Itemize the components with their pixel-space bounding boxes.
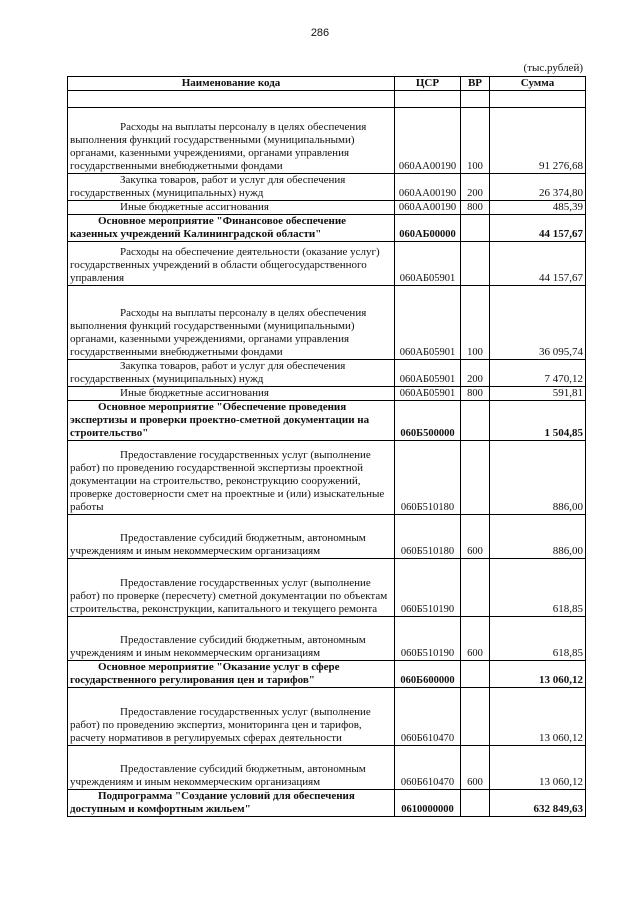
table-row bbox=[68, 401, 586, 441]
table-row bbox=[68, 617, 586, 661]
header-name: Наименование кода bbox=[68, 77, 395, 91]
row-csr: 060Б510180 bbox=[395, 515, 461, 559]
table-row bbox=[68, 559, 586, 617]
row-name: Иные бюджетные ассигнования bbox=[68, 387, 395, 401]
row-vr: 100 bbox=[461, 286, 490, 360]
header-vr: ВР bbox=[461, 77, 490, 91]
table-header-row bbox=[68, 77, 586, 91]
row-name: Расходы на обеспечение деятельности (оказание услуг) государственных учреждений в области общегосударственного управления bbox=[68, 242, 395, 286]
row-vr: 200 bbox=[461, 360, 490, 387]
row-name: Предоставление субсидий бюджетным, автономным учреждениям и иным некоммерческим организациям bbox=[68, 617, 395, 661]
row-sum: 886,00 bbox=[490, 441, 586, 515]
header-sum: Сумма bbox=[490, 77, 586, 91]
row-csr: 060Б500000 bbox=[395, 401, 461, 441]
table-row bbox=[68, 661, 586, 688]
row-csr: 060АА00190 bbox=[395, 108, 461, 174]
table-row bbox=[68, 215, 586, 242]
row-name: Основное мероприятие "Оказание услуг в сфере государственного регулирования цен и тарифов" bbox=[68, 661, 395, 688]
row-name: Иные бюджетные ассигнования bbox=[68, 201, 395, 215]
row-csr: 060АБ05901 bbox=[395, 387, 461, 401]
row-sum: 886,00 bbox=[490, 515, 586, 559]
row-csr: 060Б610470 bbox=[395, 746, 461, 790]
table-row bbox=[68, 201, 586, 215]
row-vr bbox=[461, 242, 490, 286]
table-row bbox=[68, 441, 586, 515]
row-name: Закупка товаров, работ и услуг для обеспечения государственных (муниципальных) нужд bbox=[68, 174, 395, 201]
row-sum: 91 276,68 bbox=[490, 108, 586, 174]
row-csr: 060АБ05901 bbox=[395, 242, 461, 286]
row-vr: 600 bbox=[461, 617, 490, 661]
row-name: Предоставление государственных услуг (выполнение работ) по проведению экспертиз, мониторинга цен и тарифов, расчету нормативов в регулируемых сферах деятельности bbox=[68, 688, 395, 746]
table-row bbox=[68, 360, 586, 387]
row-sum: 36 095,74 bbox=[490, 286, 586, 360]
row-name: Основное мероприятие "Обеспечение проведения экспертизы и проверки проектно-сметной документации на строительство" bbox=[68, 401, 395, 441]
row-sum: 44 157,67 bbox=[490, 242, 586, 286]
row-vr: 100 bbox=[461, 108, 490, 174]
row-csr: 0610000000 bbox=[395, 790, 461, 817]
row-vr: 800 bbox=[461, 387, 490, 401]
row-csr: 060Б510190 bbox=[395, 617, 461, 661]
table-row bbox=[68, 688, 586, 746]
row-vr: 600 bbox=[461, 746, 490, 790]
row-vr bbox=[461, 401, 490, 441]
table-row bbox=[68, 286, 586, 360]
table-row bbox=[68, 387, 586, 401]
row-name: Предоставление государственных услуг (выполнение работ) по проведению государственной экспертизы проектной документации на строительство, реконструкцию сооружений, проверке достоверности смет на проектные и (или) изыскательные работы bbox=[68, 441, 395, 515]
row-name: Предоставление субсидий бюджетным, автономным учреждениям и иным некоммерческим организациям bbox=[68, 746, 395, 790]
table-row bbox=[68, 108, 586, 174]
row-name: Расходы на выплаты персоналу в целях обеспечения выполнения функций государственными (муниципальными) органами, казенными учреждениями, органами управления государственными внебюджетными фондами bbox=[68, 286, 395, 360]
row-vr: 600 bbox=[461, 515, 490, 559]
row-csr: 060Б510180 bbox=[395, 441, 461, 515]
row-sum: 7 470,12 bbox=[490, 360, 586, 387]
row-csr: 060АБ00000 bbox=[395, 215, 461, 242]
row-vr bbox=[461, 661, 490, 688]
row-name: Расходы на выплаты персоналу в целях обеспечения выполнения функций государственными (муниципальными) органами, казенными учреждениями, органами управления государственными внебюджетными фондами bbox=[68, 108, 395, 174]
row-sum: 13 060,12 bbox=[490, 746, 586, 790]
row-name: Предоставление государственных услуг (выполнение работ) по проверке (пересчету) сметной документации по объектам строительства, реконструкции, капитального и текущего ремонта bbox=[68, 559, 395, 617]
row-name: Закупка товаров, работ и услуг для обеспечения государственных (муниципальных) нужд bbox=[68, 360, 395, 387]
row-vr: 800 bbox=[461, 201, 490, 215]
row-csr: 060АБ05901 bbox=[395, 286, 461, 360]
page-number: 286 bbox=[310, 27, 330, 39]
row-sum: 26 374,80 bbox=[490, 174, 586, 201]
row-sum: 632 849,63 bbox=[490, 790, 586, 817]
table-row bbox=[68, 242, 586, 286]
row-name: Подпрограмма "Создание условий для обеспечения доступным и комфортным жильем" bbox=[68, 790, 395, 817]
row-vr: 200 bbox=[461, 174, 490, 201]
row-name: Предоставление субсидий бюджетным, автономным учреждениям и иным некоммерческим организациям bbox=[68, 515, 395, 559]
row-vr bbox=[461, 441, 490, 515]
row-vr bbox=[461, 559, 490, 617]
row-vr bbox=[461, 790, 490, 817]
row-csr: 060АБ05901 bbox=[395, 360, 461, 387]
units-label: (тыс.рублей) bbox=[523, 62, 583, 74]
header-csr: ЦСР bbox=[395, 77, 461, 91]
row-csr: 060Б600000 bbox=[395, 661, 461, 688]
row-sum: 44 157,67 bbox=[490, 215, 586, 242]
row-sum: 13 060,12 bbox=[490, 661, 586, 688]
row-vr bbox=[461, 688, 490, 746]
row-vr bbox=[461, 215, 490, 242]
row-sum: 1 504,85 bbox=[490, 401, 586, 441]
table-row bbox=[68, 174, 586, 201]
row-csr: 060Б510190 bbox=[395, 559, 461, 617]
row-csr: 060Б610470 bbox=[395, 688, 461, 746]
row-sum: 485,39 bbox=[490, 201, 586, 215]
row-csr: 060АА00190 bbox=[395, 201, 461, 215]
row-name: Основное мероприятие "Финансовое обеспечение казенных учреждений Калининградской области" bbox=[68, 215, 395, 242]
table-row bbox=[68, 515, 586, 559]
row-csr: 060АА00190 bbox=[395, 174, 461, 201]
spacer-row bbox=[68, 91, 586, 108]
row-sum: 591,81 bbox=[490, 387, 586, 401]
budget-table bbox=[67, 76, 586, 817]
row-sum: 13 060,12 bbox=[490, 688, 586, 746]
table-row bbox=[68, 746, 586, 790]
row-sum: 618,85 bbox=[490, 559, 586, 617]
table-row bbox=[68, 790, 586, 817]
row-sum: 618,85 bbox=[490, 617, 586, 661]
